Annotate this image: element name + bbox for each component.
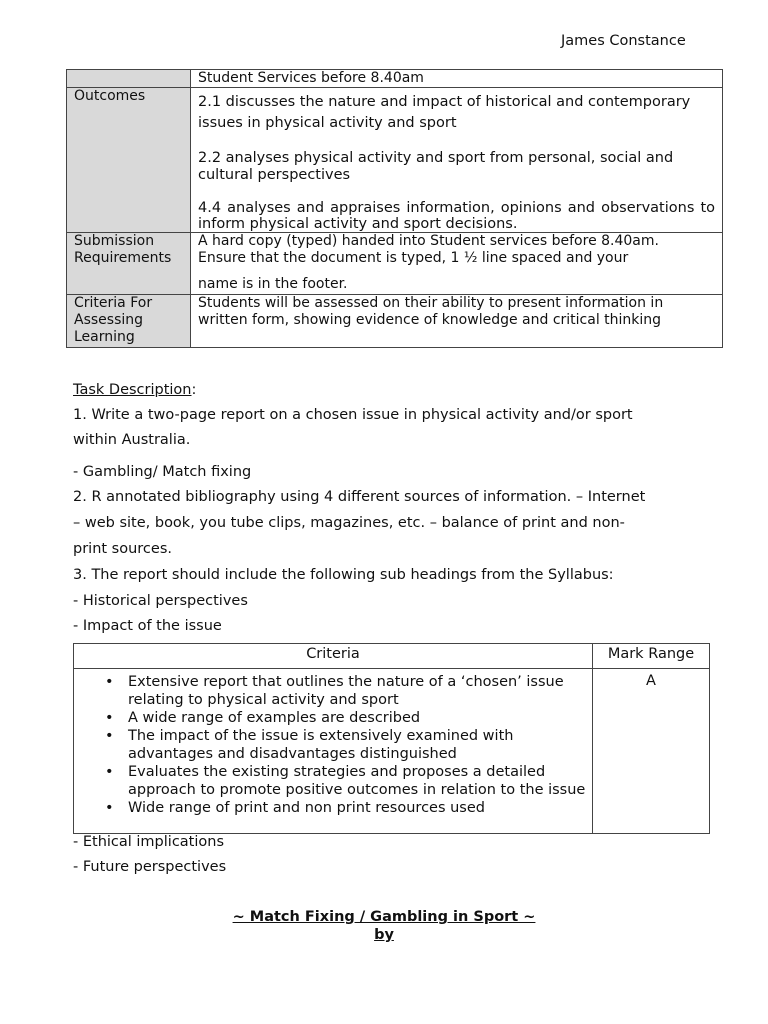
- report-title: ~ Match Fixing / Gambling in Sport ~: [232, 909, 536, 925]
- table-row: [67, 70, 723, 88]
- criteria-header: Criteria: [74, 644, 593, 669]
- bullet-icon: •: [105, 728, 114, 744]
- criteria-cell: Students will be assessed on their ability to present information in written form, showing evidence of knowledge and critical thinking: [191, 295, 723, 348]
- list-item: [105, 727, 591, 763]
- table-row: [67, 88, 723, 233]
- table-row: [74, 669, 710, 834]
- submission-cell: [191, 233, 723, 295]
- table-row: [67, 295, 723, 348]
- submission-line: name is in the footer.: [198, 276, 348, 292]
- list-item: [105, 709, 591, 727]
- delivery-cell: Student Services before 8.40am: [191, 70, 723, 88]
- criteria-cell: [74, 669, 593, 834]
- outcome-2-1: 2.1 discusses the nature and impact of historical and contemporary issues in physical activity and sport: [198, 94, 691, 131]
- task-line: 3. The report should include the following sub headings from the Syllabus:: [73, 567, 614, 583]
- task-line: - Gambling/ Match fixing: [73, 464, 252, 480]
- mark-range-header: Mark Range: [593, 644, 710, 669]
- bullet-icon: •: [105, 800, 114, 816]
- outcome-2-2: 2.2 analyses physical activity and sport from personal, social and cultural perspectives: [198, 150, 674, 183]
- criteria-label: Criteria For Assessing Learning: [67, 295, 191, 348]
- bullet-icon: •: [105, 674, 114, 690]
- task-title-colon: :: [191, 382, 197, 398]
- list-item: [105, 673, 591, 709]
- task-title-line: [73, 380, 693, 400]
- outcomes-label: Outcomes: [67, 88, 191, 233]
- submission-line: Ensure that the document is typed, 1 ½ line spaced and your: [198, 250, 629, 266]
- criteria-item: A wide range of examples are described: [128, 710, 421, 726]
- bullet-icon: •: [105, 764, 114, 780]
- assessment-info-table: [66, 69, 723, 348]
- mark-range-cell: A: [593, 669, 710, 834]
- outcome-4-4: 4.4 analyses and appraises information, opinions and observations to inform physical activity and sport decisions.: [198, 200, 715, 232]
- author-name: James Constance: [561, 33, 686, 49]
- task-line: within Australia.: [73, 432, 191, 448]
- submission-label: Submission Requirements: [67, 233, 191, 295]
- bullet-icon: •: [105, 710, 114, 726]
- table-header-row: [74, 644, 710, 669]
- task-line: print sources.: [73, 541, 172, 557]
- task-line: – web site, book, you tube clips, magazines, etc. – balance of print and non-: [73, 515, 625, 531]
- criteria-item: Evaluates the existing strategies and proposes a detailed approach to promote positive outcomes in relation to the issue: [128, 764, 586, 798]
- criteria-list: [75, 670, 591, 817]
- criteria-item: Wide range of print and non print resources used: [128, 800, 485, 816]
- list-item: [105, 799, 591, 817]
- criteria-item: The impact of the issue is extensively examined with advantages and disadvantages distinguished: [128, 728, 514, 762]
- submission-line: A hard copy (typed) handed into Student services before 8.40am.: [198, 233, 659, 249]
- table-row: [67, 233, 723, 295]
- task-description: [73, 380, 693, 636]
- list-item: [105, 763, 591, 799]
- criteria-item: Extensive report that outlines the nature of a ‘chosen’ issue relating to physical activity and sport: [128, 674, 564, 708]
- task-line: 1. Write a two-page report on a chosen issue in physical activity and/or sport: [73, 407, 633, 423]
- task-line: - Impact of the issue: [73, 618, 222, 634]
- task-line: - Historical perspectives: [73, 593, 248, 609]
- report-by: by: [374, 927, 394, 943]
- empty-label-cell: [67, 70, 191, 88]
- post-table-subheadings: [73, 832, 226, 877]
- subheading-line: - Future perspectives: [73, 859, 227, 875]
- task-title: Task Description: [73, 382, 192, 398]
- subheading-line: - Ethical implications: [73, 834, 225, 850]
- outcomes-cell: [191, 88, 723, 233]
- criteria-table: [73, 643, 710, 834]
- task-line: 2. R annotated bibliography using 4 different sources of information. – Internet: [73, 489, 646, 505]
